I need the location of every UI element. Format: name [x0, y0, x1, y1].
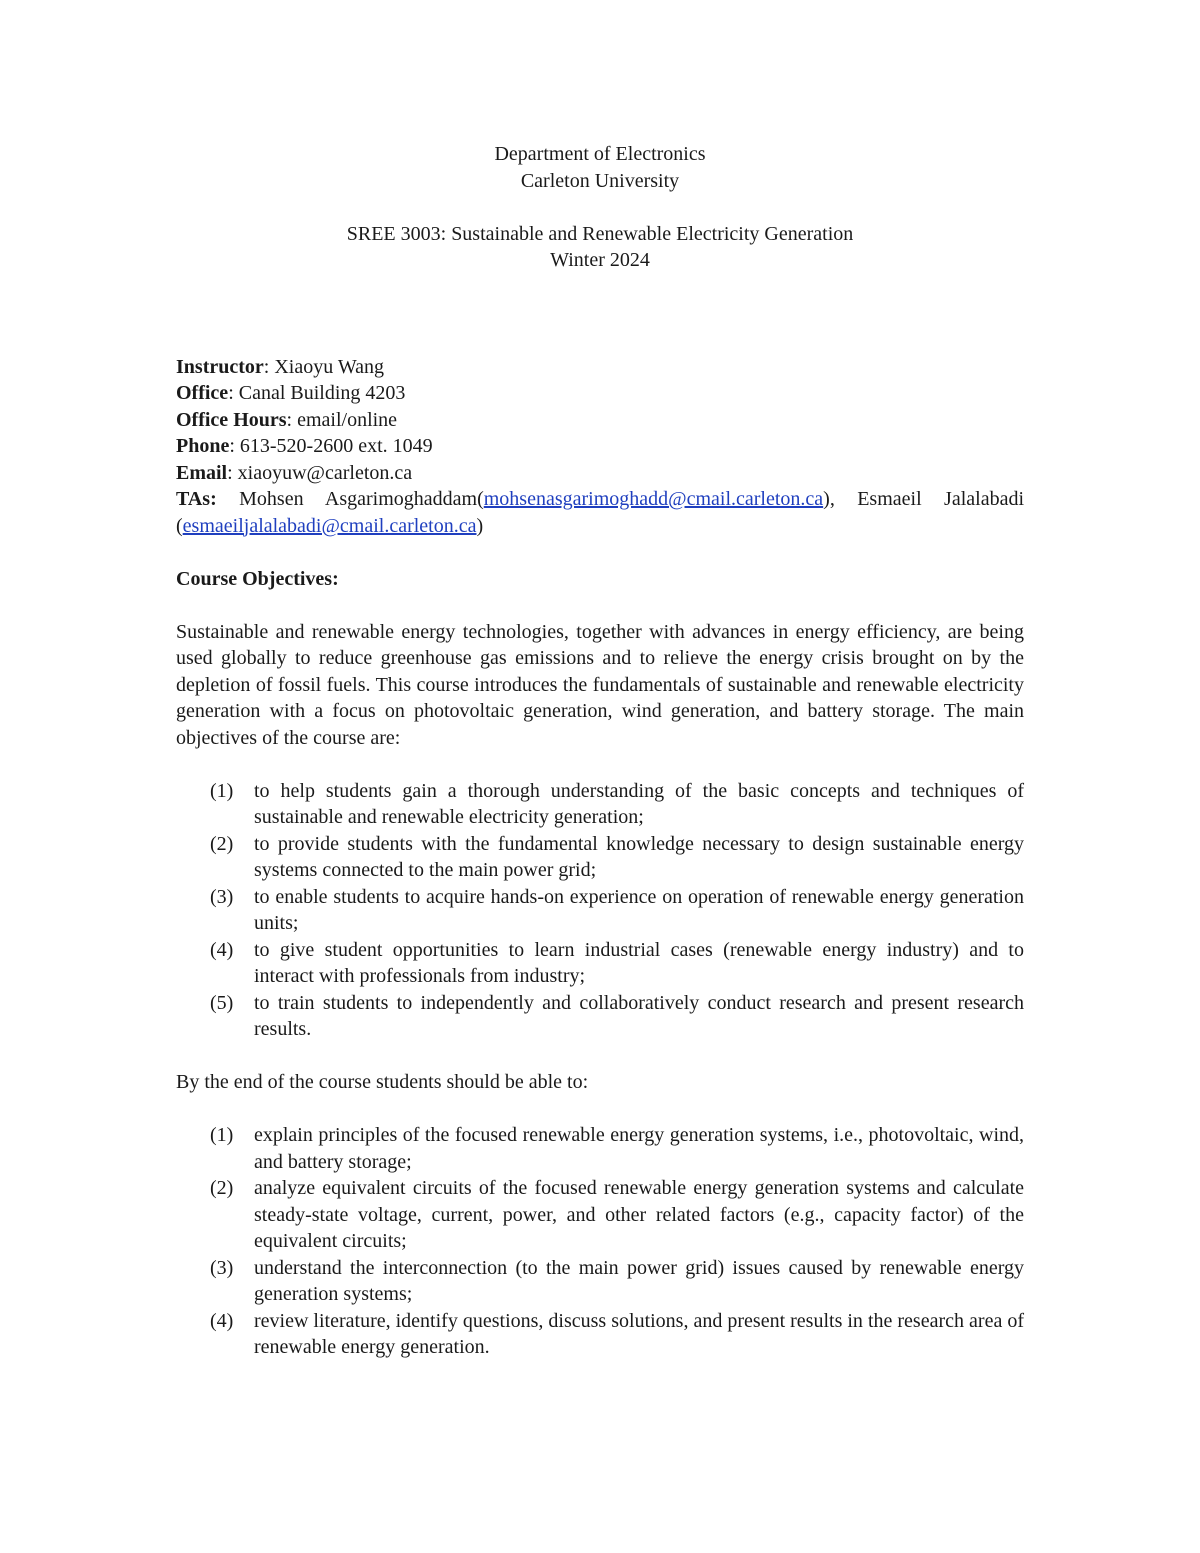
phone-value: : 613-520-2600 ext. 1049: [229, 435, 433, 457]
list-item-number: (5): [210, 991, 234, 1014]
list-item-text: to help students gain a thorough understanding of the basic concepts and techniques of sustainable and renewable electricity generation;: [254, 779, 1024, 828]
phone-line: [176, 433, 1024, 460]
office-hours-line: [176, 407, 1024, 434]
course-objectives-heading: Course Objectives:: [176, 567, 339, 590]
list-item-text: review literature, identify questions, discuss solutions, and present results in the research area of renewable energy generation.: [254, 1309, 1024, 1358]
objectives-intro: Sustainable and renewable energy technologies, together with advances in energy efficiency, are being used globally to reduce greenhouse gas emissions and to relieve the energy crisis brought on by the depletion of fossil fuels. This course introduces the fundamentals of sustainable and renewable electricity generation with a focus on photovoltaic generation, wind generation, and battery storage. The main objectives of the course are:: [176, 620, 1024, 749]
office-line: [176, 380, 1024, 407]
course-header: [176, 221, 1024, 274]
list-item: [176, 1308, 1024, 1361]
tas-label: TAs:: [176, 488, 217, 510]
list-item: [176, 778, 1024, 831]
outcomes-intro: By the end of the course students should be able to:: [176, 1071, 589, 1093]
list-item-number: (3): [210, 885, 234, 908]
list-item-number: (4): [210, 938, 234, 961]
objectives-list: [176, 778, 1024, 1043]
list-item-text: explain principles of the focused renewable energy generation systems, i.e., photovoltaic, wind, and battery storage;: [254, 1124, 1024, 1173]
list-item-number: (2): [210, 1177, 234, 1199]
department-name: Department of Electronics: [494, 143, 706, 165]
university-name: Carleton University: [520, 169, 680, 192]
outcomes-list: [176, 1122, 1024, 1361]
syllabus-page: [176, 141, 1024, 1361]
ta1-name: Mohsen Asgarimoghaddam(: [216, 488, 484, 510]
ta2-email-link[interactable]: esmaeiljalalabadi@cmail.carleton.ca: [182, 514, 477, 537]
instructor-value: : Xiaoyu Wang: [263, 355, 384, 378]
ta-close: ): [476, 514, 484, 537]
list-item: [176, 1255, 1024, 1308]
email-label: Email: [176, 461, 228, 484]
ta-separator: ), Esmaeil Jalalabadi (: [176, 488, 1025, 537]
course-title: SREE 3003: Sustainable and Renewable Electricity Generation: [346, 222, 854, 245]
contact-info: [176, 354, 1024, 540]
list-item-text: to enable students to acquire hands-on experience on operation of renewable energy generation units;: [254, 885, 1024, 934]
office-hours-value: : email/online: [286, 408, 398, 431]
list-item: [176, 884, 1024, 937]
office-hours-label: Office Hours: [176, 408, 287, 431]
list-item-number: (3): [210, 1256, 234, 1279]
list-item: [176, 990, 1024, 1043]
list-item: [176, 1175, 1024, 1255]
list-item-text: understand the interconnection (to the main power grid) issues caused by renewable energy generation systems;: [254, 1256, 1024, 1305]
document-header: [176, 141, 1024, 194]
office-label: Office: [176, 382, 229, 404]
list-item-number: (2): [210, 832, 234, 855]
course-term: Winter 2024: [550, 249, 650, 271]
instructor-line: [176, 354, 1024, 381]
office-value: : Canal Building 4203: [228, 382, 406, 404]
instructor-label: Instructor: [176, 355, 264, 378]
list-item: [176, 1122, 1024, 1175]
list-item: [176, 831, 1024, 884]
list-item-text: to train students to independently and collaboratively conduct research and present research results.: [254, 991, 1024, 1040]
tas-line: [176, 486, 1024, 539]
list-item-text: to provide students with the fundamental knowledge necessary to design sustainable energy systems connected to the main power grid;: [254, 832, 1024, 881]
list-item-number: (4): [210, 1309, 234, 1332]
list-item-number: (1): [210, 1124, 234, 1146]
list-item-number: (1): [210, 779, 234, 802]
email-line: [176, 460, 1024, 487]
list-item-text: analyze equivalent circuits of the focused renewable energy generation systems and calculate steady-state voltage, current, power, and other related factors (e.g., capacity factor) of the equivalent circuits;: [254, 1177, 1024, 1252]
list-item-text: to give student opportunities to learn industrial cases (renewable energy industry) and to interact with professionals from industry;: [254, 938, 1024, 987]
phone-label: Phone: [176, 435, 230, 457]
ta1-email-link[interactable]: mohsenasgarimoghadd@cmail.carleton.ca: [483, 488, 824, 510]
list-item: [176, 937, 1024, 990]
email-value: : xiaoyuw@carleton.ca: [227, 461, 413, 484]
